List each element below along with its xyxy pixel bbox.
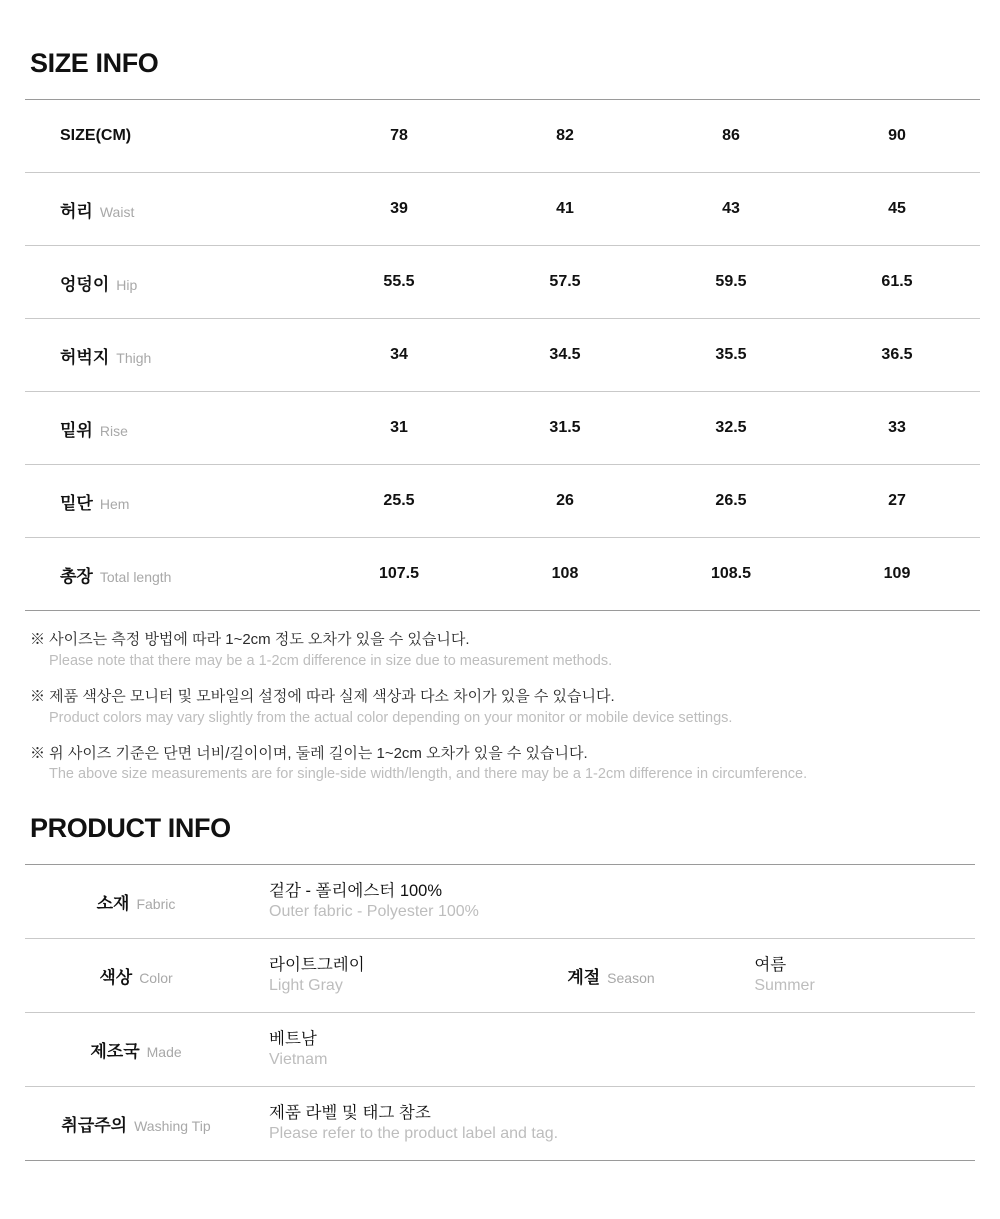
cell-thigh-90: 36.5 xyxy=(881,346,913,363)
cell-total-90: 109 xyxy=(883,565,911,582)
product-label-en: Washing Tip xyxy=(134,1118,211,1135)
cell-total-82: 108 xyxy=(551,565,579,582)
measure-label-en: Hem xyxy=(99,495,130,512)
product-value-en: Vietnam xyxy=(269,1051,328,1069)
measure-label-rise xyxy=(25,392,316,465)
cell-thigh-78: 34 xyxy=(390,346,408,363)
product-label-en: Season xyxy=(607,970,655,987)
size-info-title: SIZE INFO xyxy=(30,48,159,78)
measure-label-thigh xyxy=(25,319,316,392)
note-en: Please note that there may be a 1-2cm difference in size due to measurement methods. xyxy=(49,652,613,669)
note-measurement xyxy=(30,629,975,672)
cell-hip-90: 61.5 xyxy=(881,273,913,290)
measure-label-en: Hip xyxy=(116,276,138,293)
product-info-title: PRODUCT INFO xyxy=(30,813,231,844)
table-row xyxy=(25,392,980,465)
measure-label-ko: 허벅지 xyxy=(60,347,110,367)
measure-label-ko: 밑단 xyxy=(60,493,93,513)
product-value-color xyxy=(247,939,490,1013)
product-label-color xyxy=(25,939,247,1013)
product-label-ko: 소재 xyxy=(96,894,130,914)
product-label-ko: 계절 xyxy=(567,968,601,988)
table-row xyxy=(25,173,980,246)
product-value-en: Please refer to the product label and tag. xyxy=(269,1125,559,1143)
cell-waist-82: 41 xyxy=(556,200,574,217)
table-row xyxy=(25,1087,975,1161)
note-ko: ※ 사이즈는 측정 방법에 따라 1~2cm 정도 오차가 있을 수 있습니다. xyxy=(30,631,470,648)
size-notes xyxy=(25,629,975,785)
product-value-en: Light Gray xyxy=(269,977,343,995)
measure-label-hip xyxy=(25,246,316,319)
product-label-season xyxy=(490,939,733,1013)
product-label-ko: 취급주의 xyxy=(61,1116,128,1136)
size-column-90: 90 xyxy=(888,127,906,144)
product-value-washing-tip xyxy=(247,1087,975,1161)
product-label-en: Fabric xyxy=(136,896,176,913)
product-label-ko: 제조국 xyxy=(90,1042,140,1062)
product-label-en: Color xyxy=(139,970,173,987)
product-value-ko: 베트남 xyxy=(269,1030,317,1048)
cell-rise-90: 33 xyxy=(888,419,906,436)
size-column-78: 78 xyxy=(390,127,408,144)
note-en: The above size measurements are for single-side width/length, and there may be a 1-2cm difference in circumference. xyxy=(49,766,808,783)
product-label-en: Made xyxy=(146,1044,182,1061)
size-table xyxy=(25,99,980,611)
cell-total-78: 107.5 xyxy=(378,565,420,582)
cell-rise-78: 31 xyxy=(390,419,408,436)
note-color xyxy=(30,686,975,729)
cell-hip-86: 59.5 xyxy=(715,273,747,290)
measure-label-ko: 허리 xyxy=(60,201,93,221)
product-label-washing-tip xyxy=(25,1087,247,1161)
table-row xyxy=(25,538,980,611)
note-ko: ※ 제품 색상은 모니터 및 모바일의 설정에 따라 실제 색상과 다소 차이가 있을 수 있습니다. xyxy=(30,687,615,705)
cell-hem-78: 25.5 xyxy=(383,492,415,509)
cell-rise-86: 32.5 xyxy=(715,419,747,436)
size-column-82: 82 xyxy=(556,127,574,144)
cell-waist-90: 45 xyxy=(888,200,906,217)
measure-label-en: Rise xyxy=(99,422,128,439)
cell-hem-86: 26.5 xyxy=(715,492,747,509)
product-value-ko: 라이트그레이 xyxy=(269,956,365,974)
size-table-header-label xyxy=(25,100,316,173)
measure-label-ko: 총장 xyxy=(60,566,93,586)
product-value-ko: 겉감 - 폴리에스터 100% xyxy=(269,882,443,900)
table-row xyxy=(25,465,980,538)
measure-label-ko: 밑위 xyxy=(60,420,93,440)
measure-label-waist xyxy=(25,173,316,246)
table-row xyxy=(25,939,975,1013)
measure-label-hem xyxy=(25,465,316,538)
cell-total-86: 108.5 xyxy=(710,565,752,582)
product-info-table xyxy=(25,864,975,1161)
measure-label-en: Thigh xyxy=(116,349,152,366)
measure-label-total-length xyxy=(25,538,316,611)
product-value-ko: 제품 라벨 및 태그 참조 xyxy=(269,1104,431,1122)
cell-hem-90: 27 xyxy=(888,492,906,509)
product-label-made xyxy=(25,1013,247,1087)
cell-rise-82: 31.5 xyxy=(549,419,581,436)
size-column-86: 86 xyxy=(722,127,740,144)
product-value-ko: 여름 xyxy=(754,956,787,974)
product-value-en: Outer fabric - Polyester 100% xyxy=(269,903,479,921)
note-en: Product colors may vary slightly from the actual color depending on your monitor or mobile device settings. xyxy=(49,709,733,726)
note-circumference xyxy=(30,743,975,786)
note-ko: ※ 위 사이즈 기준은 단면 너비/길이이며, 둘레 길이는 1~2cm 오차가 있을 수 있습니다. xyxy=(30,744,588,762)
table-row xyxy=(25,865,975,939)
measure-label-ko: 엉덩이 xyxy=(60,274,110,294)
product-label-fabric xyxy=(25,865,247,939)
table-header-row xyxy=(25,100,980,173)
measure-label-en: Waist xyxy=(99,203,135,220)
table-row xyxy=(25,1013,975,1087)
product-label-ko: 색상 xyxy=(99,968,133,988)
cell-hip-78: 55.5 xyxy=(383,273,415,290)
table-row xyxy=(25,319,980,392)
product-value-made xyxy=(247,1013,975,1087)
cell-hem-82: 26 xyxy=(556,492,574,509)
size-unit-label: SIZE(CM) xyxy=(60,127,132,144)
product-value-season xyxy=(732,939,975,1013)
product-value-fabric xyxy=(247,865,975,939)
measure-label-en: Total length xyxy=(99,568,172,585)
product-value-en: Summer xyxy=(754,977,815,995)
cell-waist-78: 39 xyxy=(390,200,408,217)
cell-waist-86: 43 xyxy=(722,200,740,217)
cell-hip-82: 57.5 xyxy=(549,273,581,290)
table-row xyxy=(25,246,980,319)
cell-thigh-86: 35.5 xyxy=(715,346,747,363)
cell-thigh-82: 34.5 xyxy=(549,346,581,363)
